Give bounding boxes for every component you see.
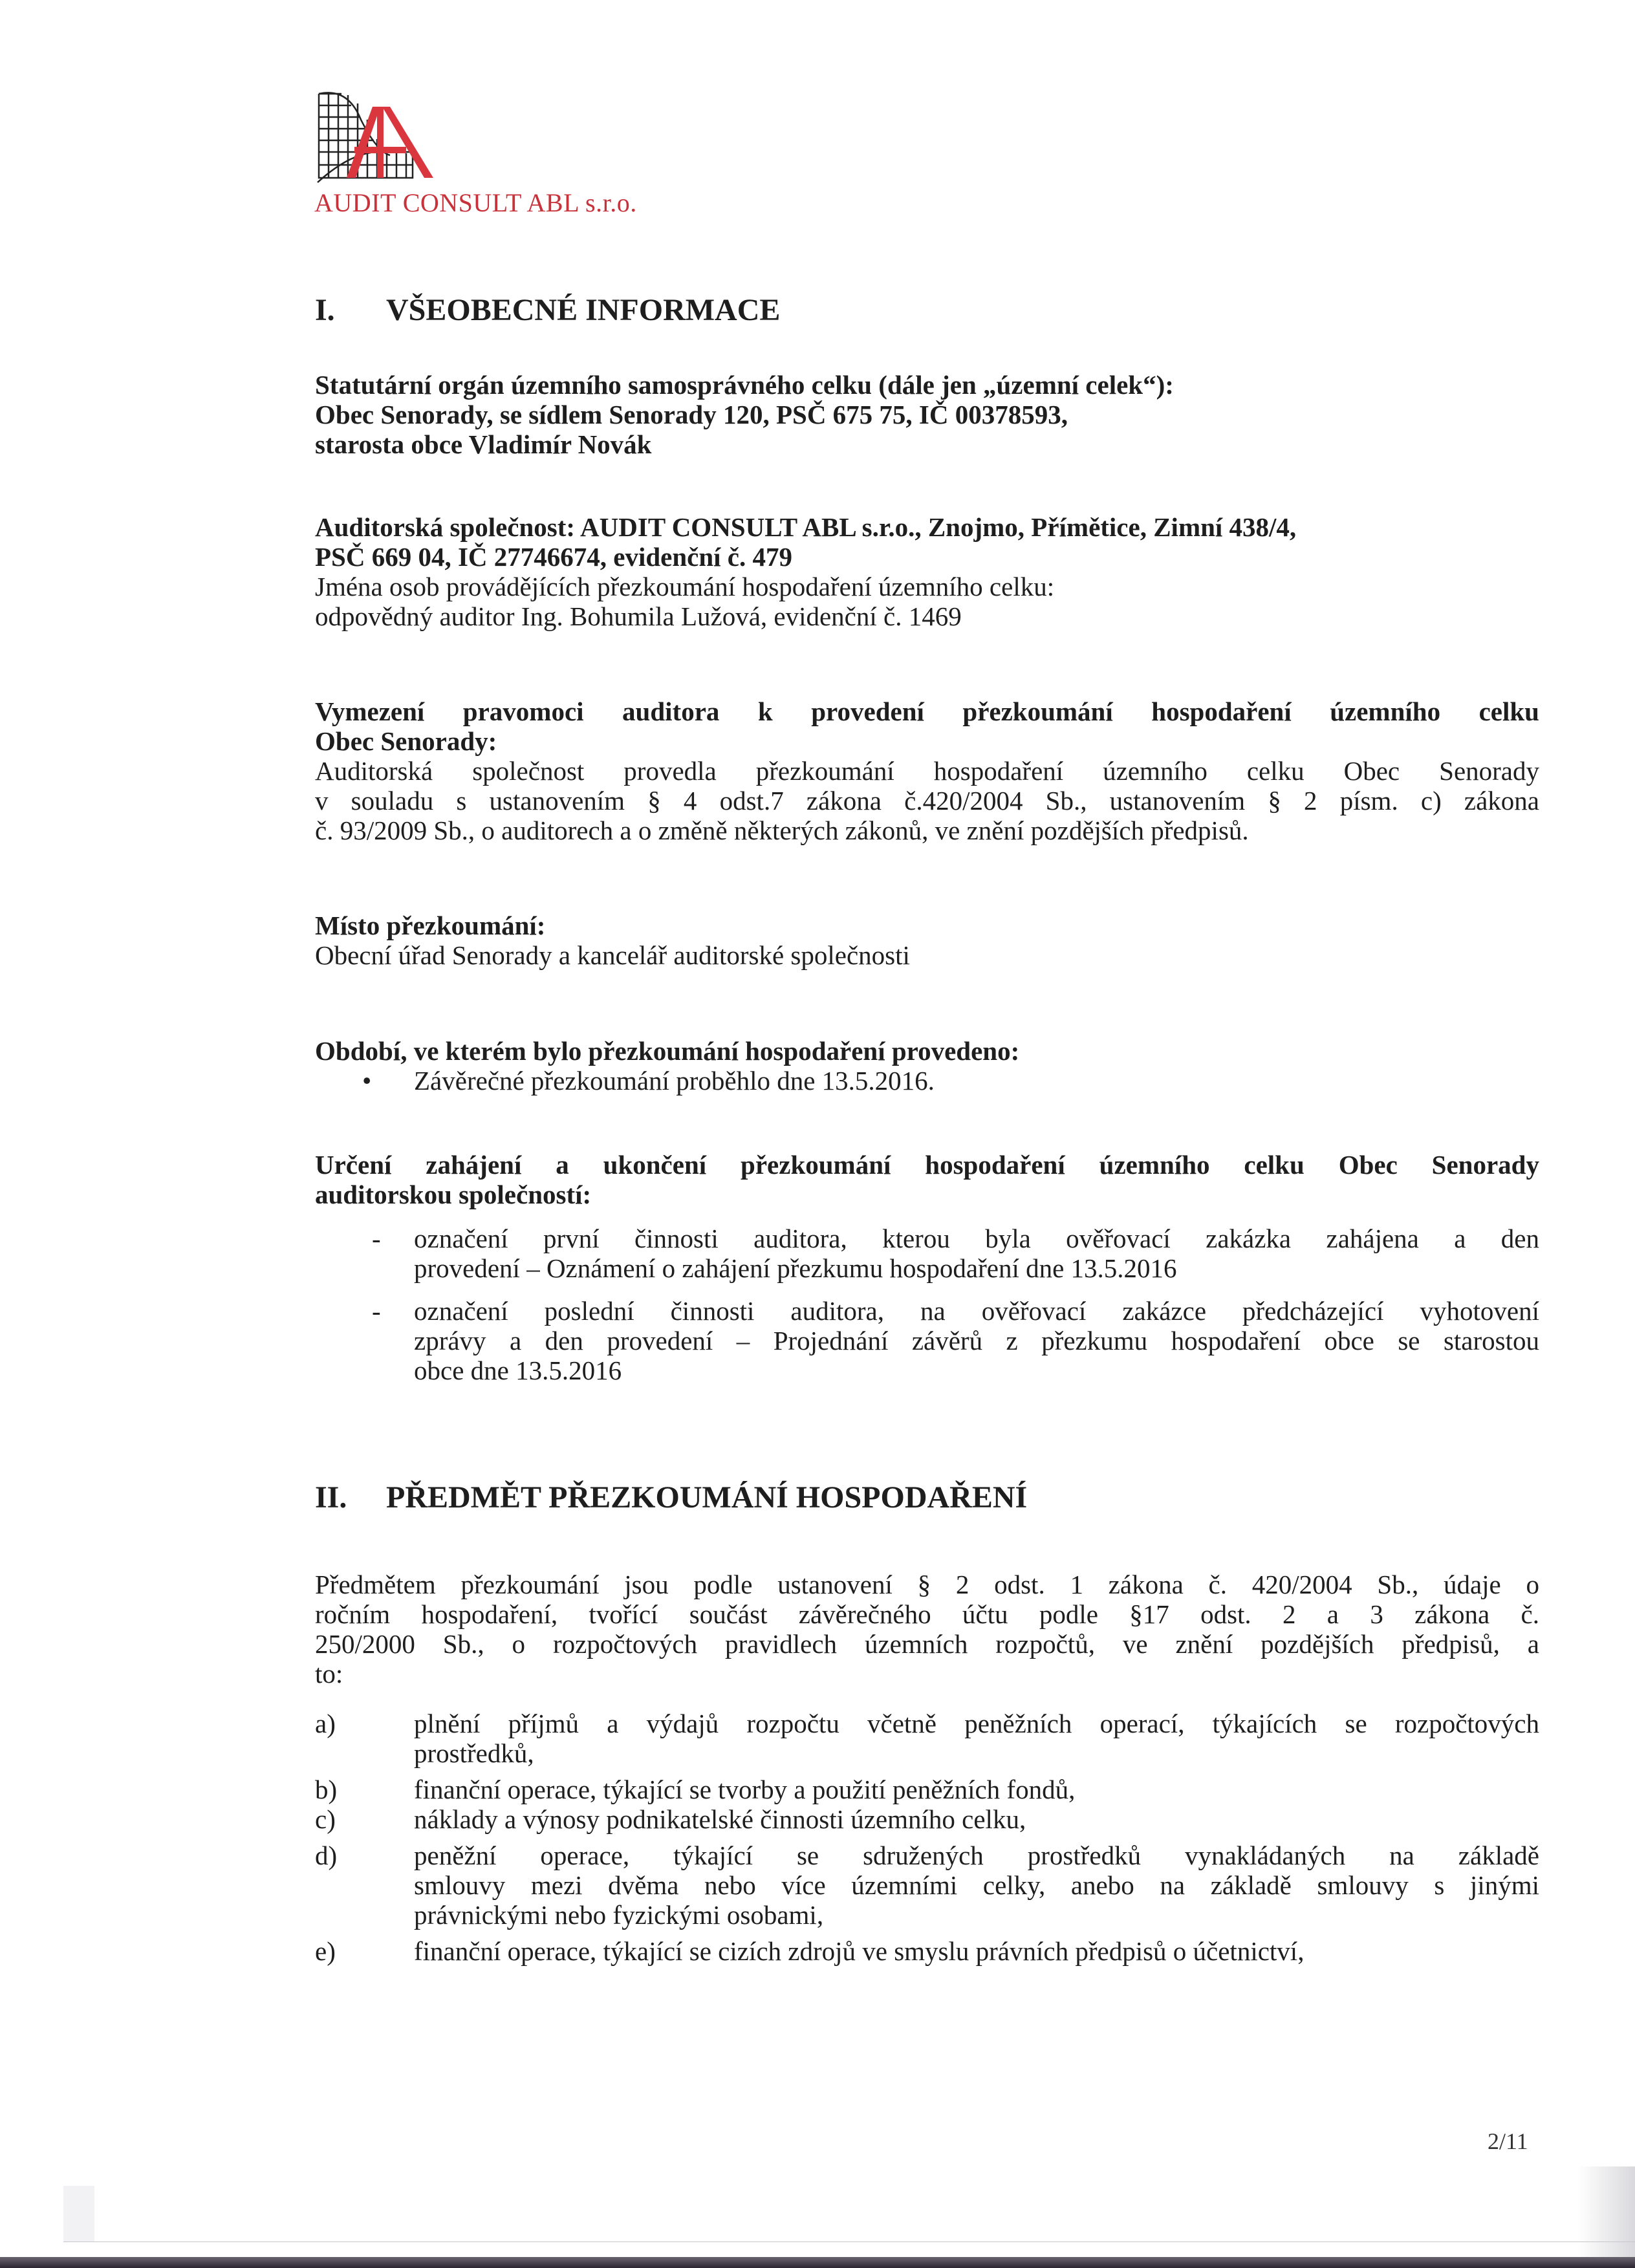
start-end-item-line: zprávy a den provedení – Projednání závěrů z přezkumu hospodaření obce se starostou — [414, 1326, 1539, 1355]
section-1-heading — [315, 292, 780, 328]
start-end-item-line: označení poslední činnosti auditora, na ověřovací zakázce předcházející vyhotovení — [414, 1296, 1539, 1326]
statutory-line: Statutární orgán územního samosprávného celku (dále jen „územní celek“): — [315, 370, 1174, 400]
intro-line: to: — [315, 1659, 343, 1689]
auditor-company-line: PSČ 669 04, IČ 27746674, evidenční č. 479 — [315, 542, 792, 572]
item-line: právnickými nebo fyzickými osobami, — [414, 1900, 824, 1930]
statutory-line: starosta obce Vladimír Novák — [315, 429, 652, 459]
item-line: náklady a výnosy podnikatelské činnosti územního celku, — [414, 1804, 1026, 1834]
item-label: c) — [315, 1804, 336, 1834]
item-line: smlouvy mezi dvěma nebo více územními celky, anebo na základě smlouvy s jinými — [414, 1870, 1539, 1900]
section-2-title: PŘEDMĚT PŘEZKOUMÁNÍ HOSPODAŘENÍ — [386, 1480, 1028, 1515]
persons-line: Jména osob provádějících přezkoumání hospodaření územního celku: — [315, 572, 1055, 601]
start-end-item-line: provedení – Oznámení o zahájení přezkumu hospodaření dne 13.5.2016 — [414, 1253, 1177, 1283]
item-line: plnění příjmů a výdajů rozpočtu včetně peněžních operací, týkajících se rozpočtových — [414, 1709, 1539, 1738]
item-label: a) — [315, 1709, 336, 1738]
start-end-item-line: označení první činnosti auditora, kterou byla ověřovací zakázka zahájena a den — [414, 1224, 1539, 1253]
page-number: 2/11 — [1488, 2128, 1528, 2154]
scan-shadow — [1578, 2166, 1635, 2257]
scan-border — [0, 2257, 1635, 2268]
start-end-heading-line: Určení zahájení a ukončení přezkoumání hospodaření územního celku Obec Senorady — [315, 1150, 1539, 1180]
start-end-heading-line: auditorskou společností: — [315, 1180, 592, 1209]
company-logo — [316, 81, 458, 188]
authority-heading-line: Vymezení pravomoci auditora k provedení přezkoumání hospodaření územního celku — [315, 697, 1539, 726]
dash-marker: - — [372, 1224, 381, 1253]
item-label: e) — [315, 1936, 336, 1966]
section-2-heading — [315, 1480, 1027, 1515]
scan-edge — [63, 2241, 1635, 2242]
bullet-icon: • — [362, 1066, 372, 1096]
item-line: prostředků, — [414, 1738, 534, 1768]
item-line: peněžní operace, týkající se sdružených prostředků vynakládaných na základě — [414, 1841, 1539, 1870]
authority-heading-line: Obec Senorady: — [315, 726, 497, 756]
place-text: Obecní úřad Senorady a kancelář auditorské společnosti — [315, 940, 910, 970]
scan-strip — [63, 2186, 94, 2242]
item-line: finanční operace, týkající se tvorby a použití peněžních fondů, — [414, 1775, 1076, 1804]
authority-text-line: Auditorská společnost provedla přezkoumání hospodaření územního celku Obec Senorady — [315, 756, 1539, 786]
auditor-company-line: Auditorská společnost: AUDIT CONSULT ABL s.r.o., Znojmo, Přímětice, Zimní 438/4, — [315, 512, 1297, 542]
persons-line: odpovědný auditor Ing. Bohumila Lužová, evidenční č. 1469 — [315, 601, 962, 631]
place-heading: Místo přezkoumání: — [315, 911, 546, 940]
start-end-item-line: obce dne 13.5.2016 — [414, 1355, 622, 1385]
authority-text-line: č. 93/2009 Sb., o auditorech a o změně některých zákonů, ve znění pozdějších předpisů. — [315, 815, 1249, 845]
intro-line: 250/2000 Sb., o rozpočtových pravidlech územních rozpočtů, ve znění pozdějších předpisů, a — [315, 1629, 1539, 1659]
item-label: b) — [315, 1775, 338, 1804]
company-name: AUDIT CONSULT ABL s.r.o. — [314, 188, 637, 217]
period-heading: Období, ve kterém bylo přezkoumání hospodaření provedeno: — [315, 1036, 1020, 1066]
section-1-title: VŠEOBECNÉ INFORMACE — [386, 293, 781, 327]
item-label: d) — [315, 1841, 338, 1870]
period-bullet-text: Závěrečné přezkoumání proběhlo dne 13.5.2016. — [414, 1066, 935, 1096]
dash-marker: - — [372, 1296, 381, 1326]
authority-text-line: v souladu s ustanovením § 4 odst.7 zákona č.420/2004 Sb., ustanovením § 2 písm. c) zákona — [315, 786, 1539, 815]
intro-line: ročním hospodaření, tvořící součást závěrečného účtu podle §17 odst. 2 a 3 zákona č. — [315, 1599, 1539, 1629]
item-line: finanční operace, týkající se cizích zdrojů ve smyslu právních předpisů o účetnictví, — [414, 1936, 1305, 1966]
section-2-number: II. — [315, 1480, 347, 1515]
intro-line: Předmětem přezkoumání jsou podle ustanovení § 2 odst. 1 zákona č. 420/2004 Sb., údaje o — [315, 1570, 1539, 1599]
statutory-line: Obec Senorady, se sídlem Senorady 120, PSČ 675 75, IČ 00378593, — [315, 400, 1068, 429]
audit-consult-logo-icon — [316, 81, 458, 188]
section-1-number: I. — [315, 293, 335, 327]
